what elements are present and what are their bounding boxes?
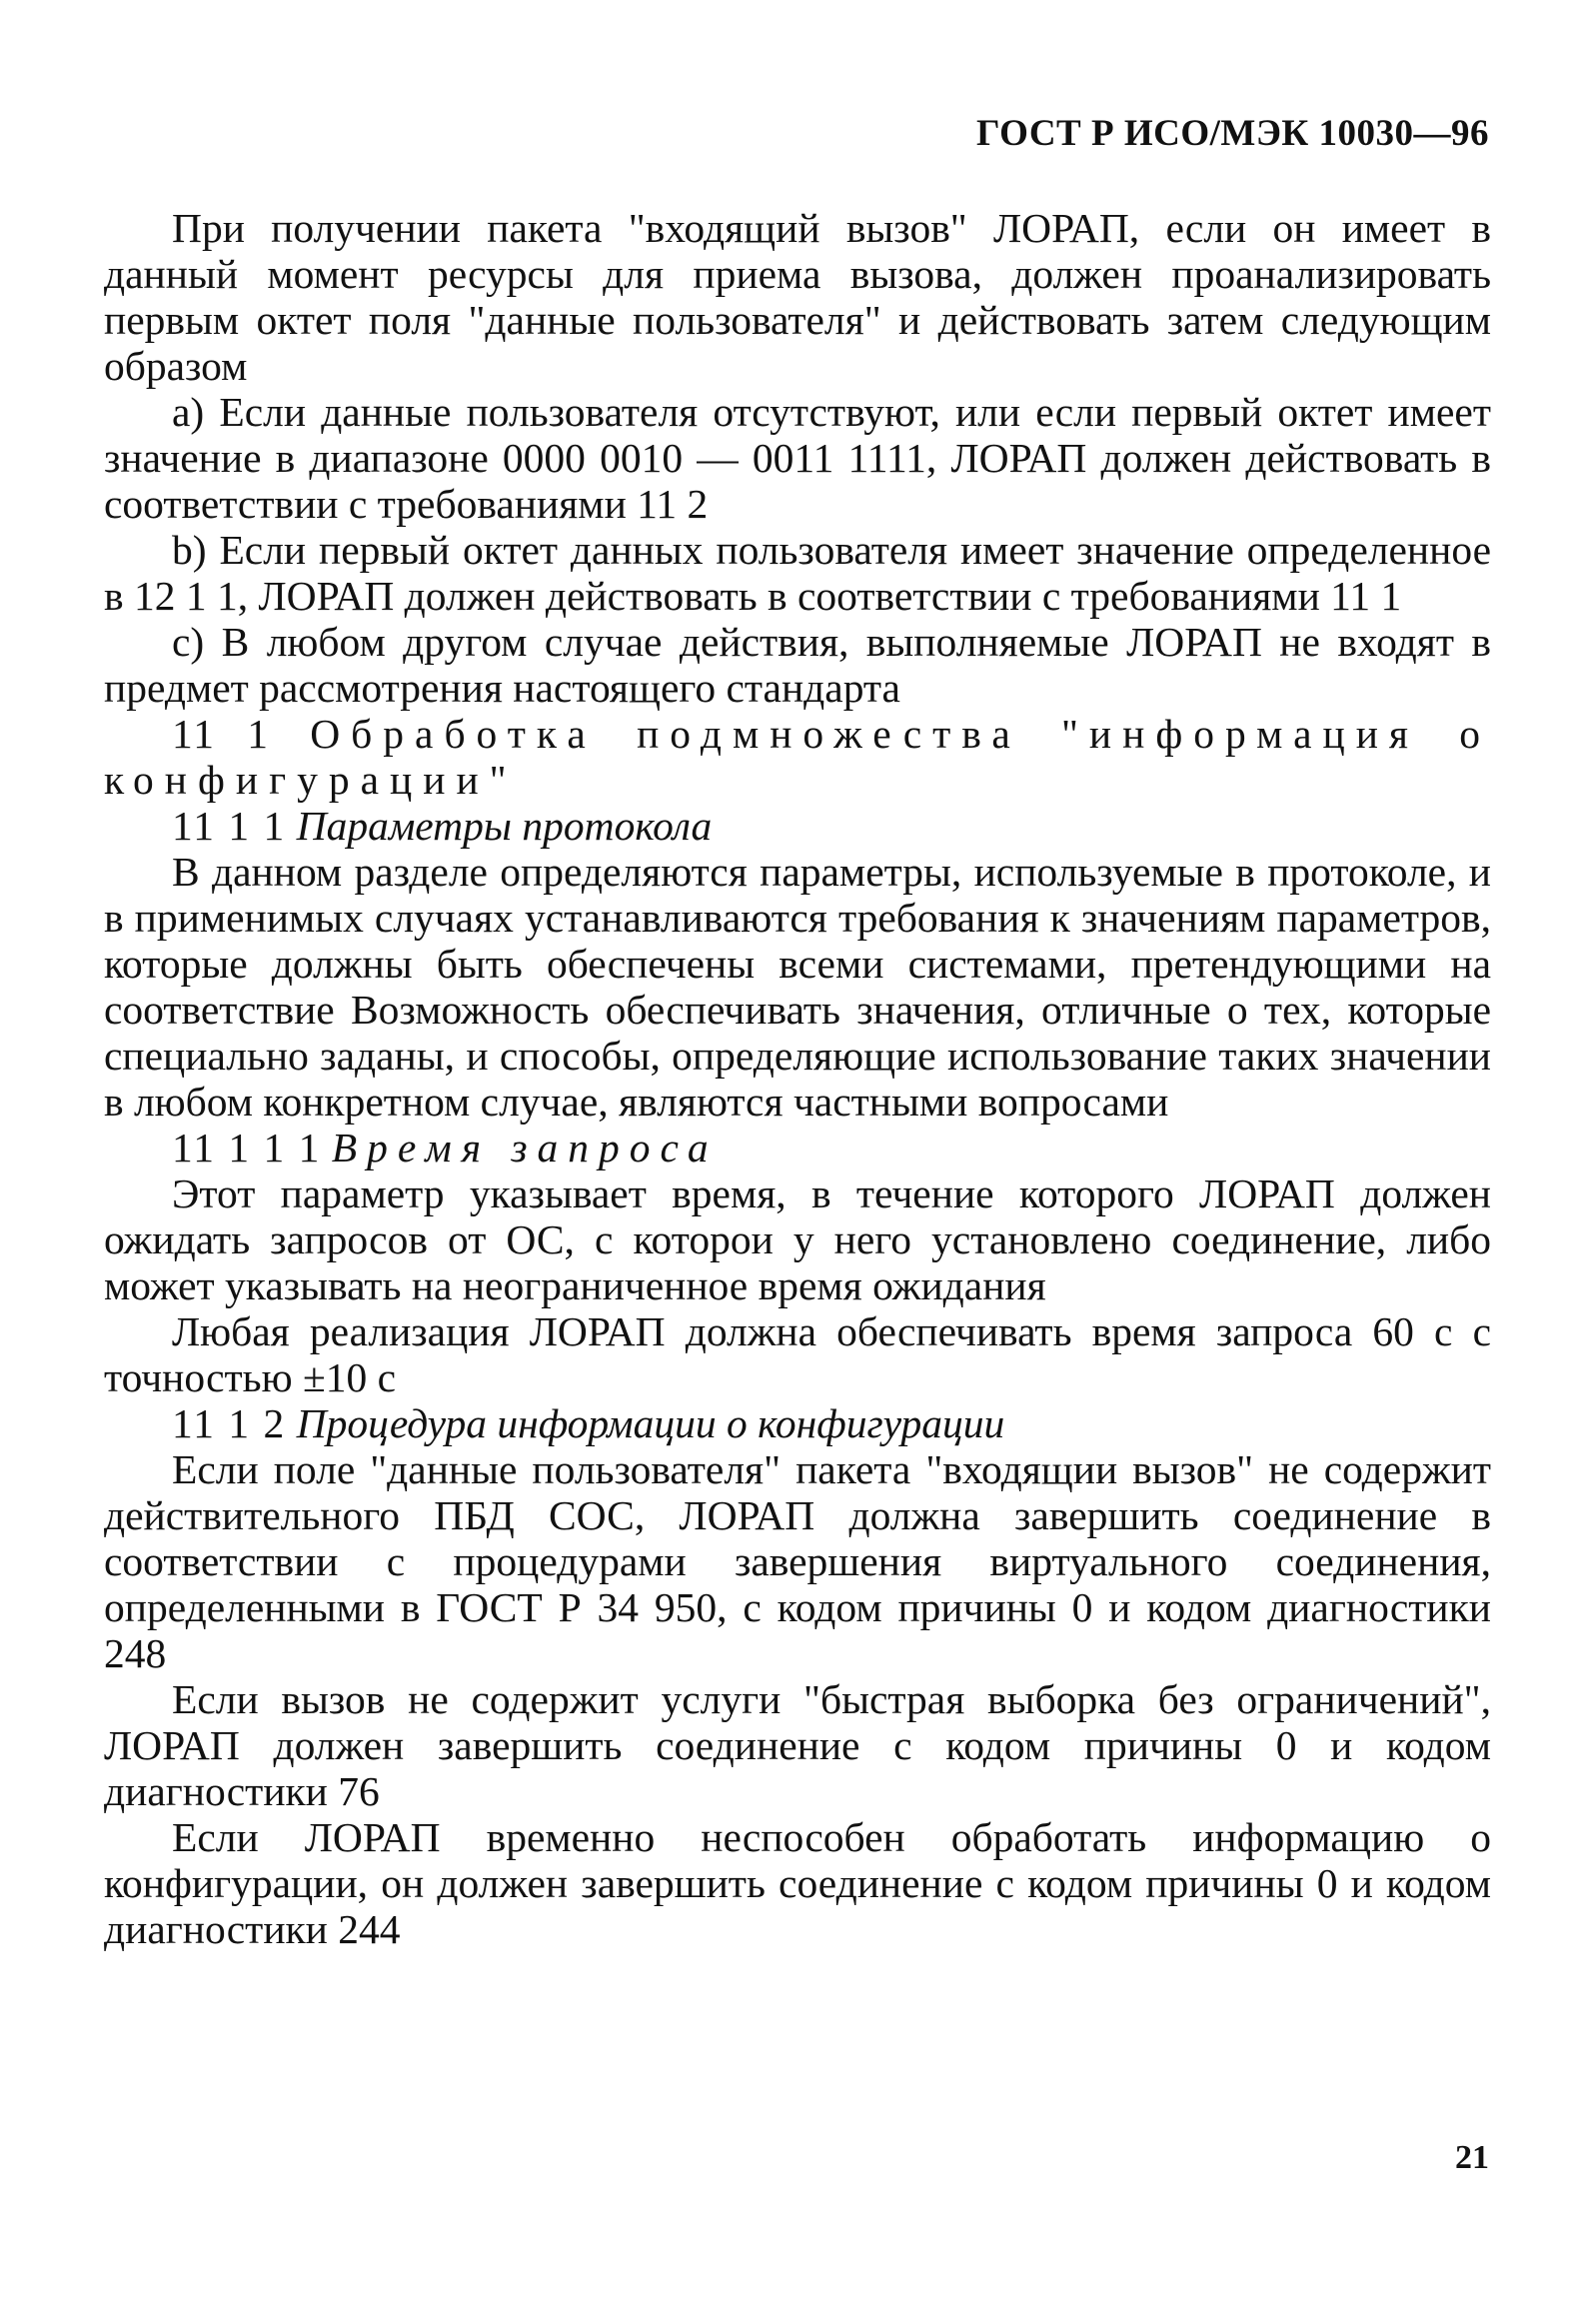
paragraph-protocol-parameters: В данном разделе определяются параметры, используемые в протоколе, и в применимых случаях устанавливаются требования к значениям параметров, которые должны быть обеспечены всеми системами, претендующими на соответствие Возможность обеспечивать значения, отличные о тех, которые специально заданы, и способы, определяющие использование таких значении в любом конкретном случае, являются частными вопросами	[104, 849, 1491, 1125]
section-title: Время запроса	[331, 1125, 719, 1170]
document-header: ГОСТ Р ИСО/МЭК 10030—96	[975, 113, 1489, 154]
section-number: 11 1	[172, 711, 270, 757]
page-number: 21	[1455, 2139, 1489, 2176]
section-number: 11 1 2	[172, 1400, 287, 1446]
list-item-b: b) Если первый октет данных пользователя имеет значение определенное в 12 1 1, ЛОРАП должен действовать в соответствии с требованиями 11 1	[104, 527, 1491, 619]
section-heading-11-1-1-1	[104, 1125, 1491, 1170]
paragraph-request-time-value: Любая реализация ЛОРАП должна обеспечивать время запроса 60 с с точностью ±10 с	[104, 1308, 1491, 1400]
section-title: Процедура информации о конфигурации	[296, 1400, 1005, 1446]
paragraph-procedure-1: Если поле "данные пользователя" пакета "входящии вызов" не содержит действительного ПБД СОС, ЛОРАП должна завершить соединение в соответствии с процедурами завершения виртуального соединения, определенными в ГОСТ Р 34 950, с кодом причины 0 и кодом диагностики 248	[104, 1446, 1491, 1676]
section-heading-11-1-2	[104, 1400, 1491, 1446]
section-number: 11 1 1	[172, 803, 287, 849]
paragraph-request-time: Этот параметр указывает время, в течение которого ЛОРАП должен ожидать запросов от ОС, с которои у него установлено соединение, либо может указывать на неограниченное время ожидания	[104, 1170, 1491, 1308]
list-item-c: с) В любом другом случае действия, выполняемые ЛОРАП не входят в предмет рассмотрения настоящего стандарта	[104, 619, 1491, 711]
section-title: Обработка подмножества "информация о конфигурации"	[104, 711, 1491, 803]
section-heading-11-1	[104, 711, 1491, 803]
section-heading-11-1-1	[104, 803, 1491, 849]
list-item-a: а) Если данные пользователя отсутствуют, или если первый октет имеет значение в диапазоне 0000 0010 — 0011 1111, ЛОРАП должен действовать в соответствии с требованиями 11 2	[104, 389, 1491, 527]
paragraph-incoming-call: При получении пакета "входящий вызов" ЛОРАП, если он имеет в данный момент ресурсы для приема вызова, должен проанализировать первым октет поля "данные пользователя" и действовать затем следующим образом	[104, 205, 1491, 389]
page-body	[104, 205, 1491, 1952]
paragraph-procedure-2: Если вызов не содержит услуги "быстрая выборка без ограничений", ЛОРАП должен завершить соединение с кодом причины 0 и кодом диагностики 76	[104, 1676, 1491, 1814]
section-number: 11 1 1 1	[172, 1125, 322, 1170]
paragraph-procedure-3: Если ЛОРАП временно неспособен обработать информацию о конфигурации, он должен завершить соединение с кодом причины 0 и кодом диагностики 244	[104, 1814, 1491, 1952]
section-title: Параметры протокола	[296, 803, 713, 849]
